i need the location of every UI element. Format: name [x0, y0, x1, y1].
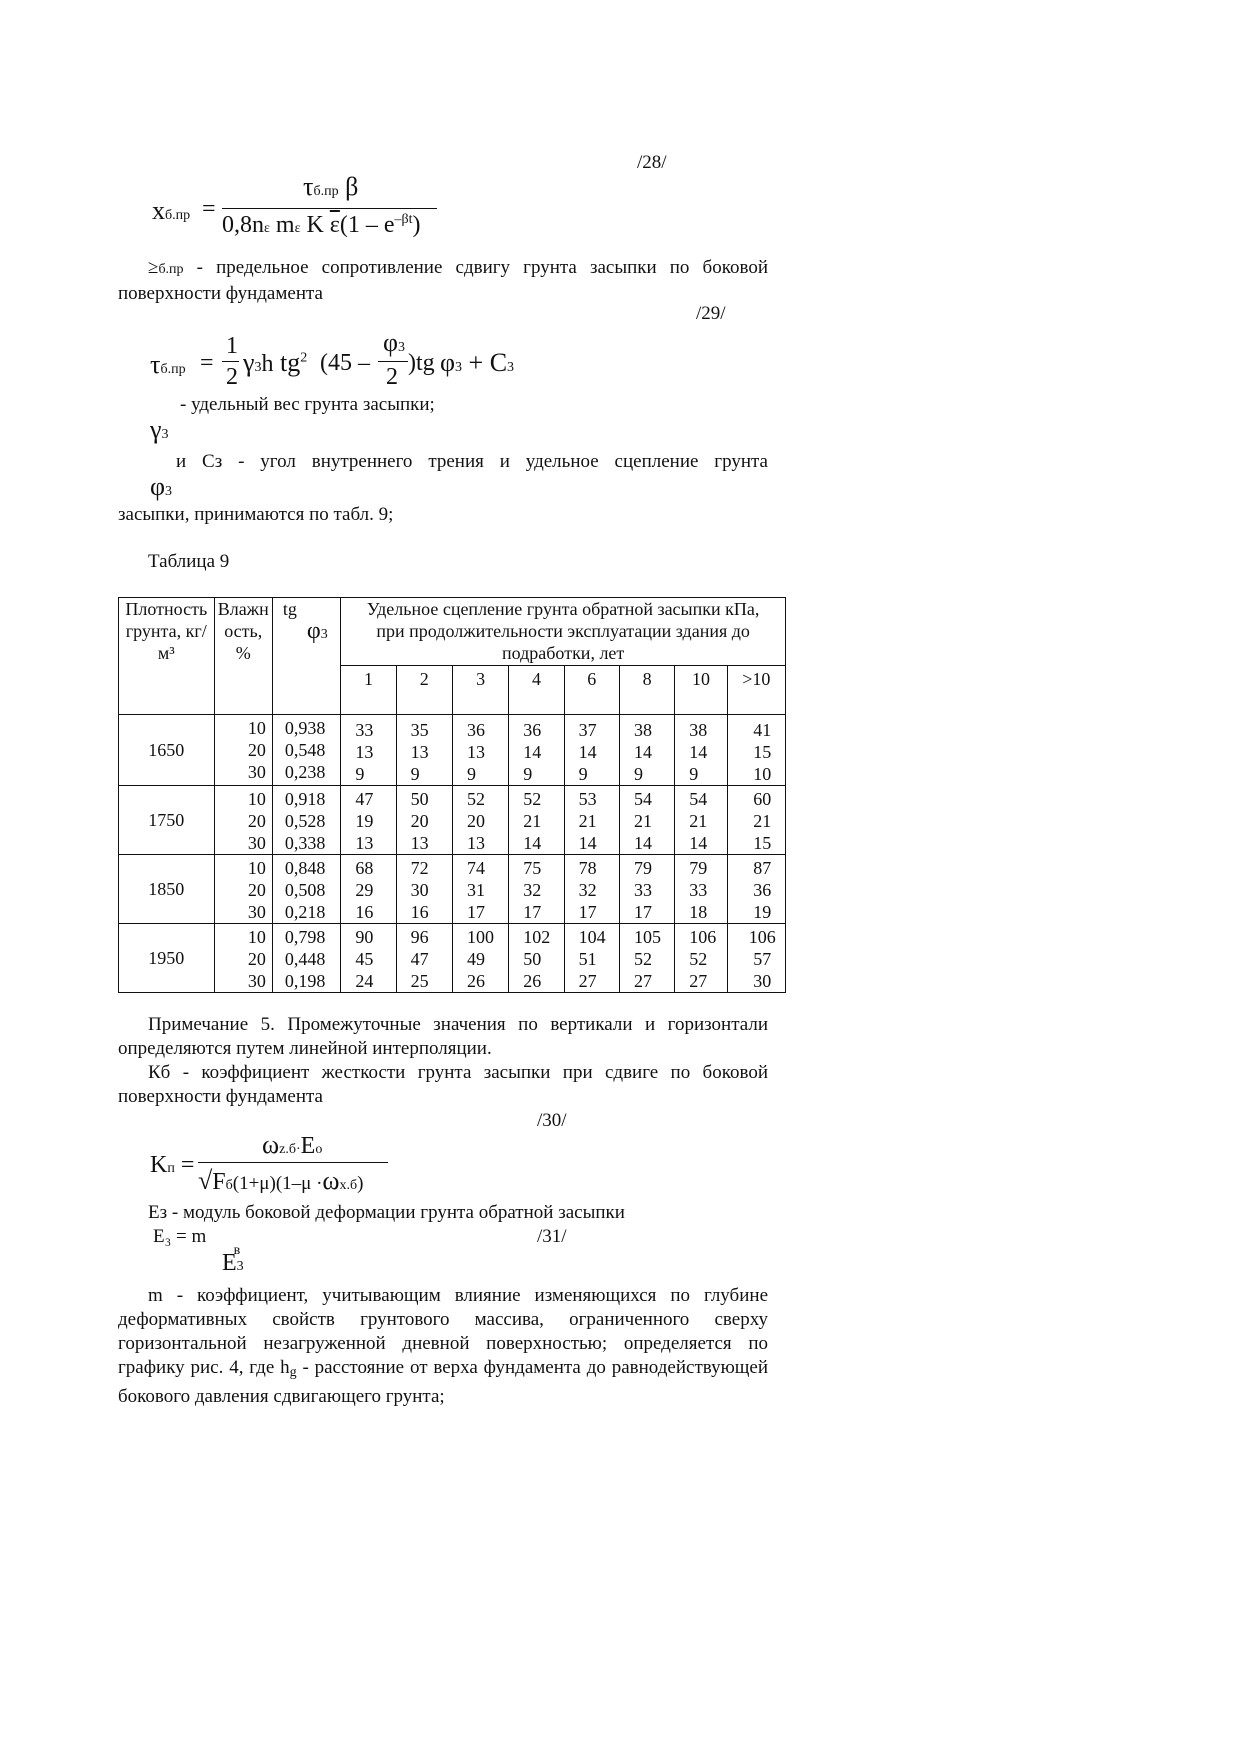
cell-value: 10 [247, 718, 266, 738]
eq29-paren-open: (45 – [320, 350, 370, 376]
cell-value: 0,848 [284, 858, 326, 878]
cell-value: 16 [410, 902, 429, 922]
cell-value: 24 [355, 971, 374, 991]
cell-value: 47 [355, 789, 374, 809]
cell-value: 36 [753, 880, 772, 900]
eq30-number: /30/ [537, 1110, 567, 1131]
cell-value: 105 [633, 927, 661, 947]
moisture-cell [214, 855, 272, 924]
cell-value: 30 [247, 833, 266, 853]
cell-value: 68 [355, 858, 374, 878]
eq29-eq: = [200, 350, 214, 376]
cell-value: 14 [578, 742, 597, 762]
cohesion-cell [675, 715, 727, 786]
cell-value: 30 [410, 880, 429, 900]
cohesion-cell [341, 715, 396, 786]
cell-value: 9 [410, 764, 420, 784]
eq29-half-num: 1 [226, 333, 238, 359]
cell-value: 21 [753, 811, 772, 831]
cohesion-cell [727, 855, 785, 924]
cohesion-cell [727, 924, 785, 993]
cell-value: 9 [633, 764, 643, 784]
note-5: Примечание 5. Промежуточные значения по вертикали и горизонтали определяются путем линейной интерполяции. [118, 1014, 768, 1059]
year-header: 8 [619, 666, 674, 715]
cell-value: 9 [523, 764, 533, 784]
cohesion-cell [564, 786, 619, 855]
cell-value: 14 [689, 742, 708, 762]
cell-value: 9 [689, 764, 699, 784]
eq28-eq: = [202, 196, 216, 222]
eq30-denominator: √Fб(1+μ)(1–μ ·ωx.б) [198, 1166, 364, 1195]
cohesion-cell [564, 715, 619, 786]
cell-value: 57 [753, 949, 772, 969]
table-row [119, 786, 786, 855]
cell-value: 21 [578, 811, 597, 831]
eq28-number: /28/ [637, 152, 667, 173]
cell-value: 10 [247, 858, 266, 878]
cell-value: 0,448 [284, 949, 326, 969]
year-header: 10 [675, 666, 727, 715]
cell-value: 32 [523, 880, 542, 900]
tg-cell [272, 715, 340, 786]
cohesion-cell [619, 924, 674, 993]
cohesion-cell [452, 715, 508, 786]
cell-value: 14 [523, 833, 542, 853]
cell-value: 50 [523, 949, 542, 969]
eq29-half-bar [222, 361, 239, 362]
cell-value: 29 [355, 880, 374, 900]
cohesion-cell [396, 855, 452, 924]
cohesion-cell [509, 924, 564, 993]
cell-value: 17 [466, 902, 485, 922]
cell-value: 38 [633, 720, 652, 740]
eq28-lhs: xб.пр [152, 196, 191, 225]
cell-value: 13 [466, 742, 485, 762]
tg-cell [272, 924, 340, 993]
cell-value: 15 [753, 833, 772, 853]
table-row [119, 855, 786, 924]
eq31-lhs: E₃ = m [153, 1226, 207, 1247]
gamma-symbol: γ3 [150, 415, 169, 444]
header-moisture: Влажность, % [214, 598, 272, 715]
cohesion-cell [619, 786, 674, 855]
cohesion-cell [341, 855, 396, 924]
cell-value: 17 [523, 902, 542, 922]
cell-value: 78 [578, 858, 597, 878]
year-header: 6 [564, 666, 619, 715]
cell-value: 53 [578, 789, 597, 809]
cell-value: 33 [355, 720, 374, 740]
eq29-lhs: τб.пр [150, 350, 186, 379]
eq31-number: /31/ [537, 1226, 567, 1247]
cohesion-cell [452, 786, 508, 855]
cell-value: 106 [689, 927, 717, 947]
cell-value: 9 [355, 764, 365, 784]
header-phi: φ3 [306, 618, 328, 644]
cohesion-cell [675, 786, 727, 855]
cell-value: 45 [355, 949, 374, 969]
phi-symbol: φ3 [150, 472, 173, 501]
header-tg: tg [282, 599, 297, 619]
cell-value: 74 [466, 858, 485, 878]
cell-value: 13 [355, 742, 374, 762]
cell-value: 10 [247, 789, 266, 809]
cell-value: 106 [748, 927, 776, 947]
cell-value: 100 [466, 927, 494, 947]
cell-value: 72 [410, 858, 429, 878]
eq29-phi-term: φ3 + C3 [440, 348, 515, 377]
cell-value: 17 [633, 902, 652, 922]
cohesion-cell [341, 924, 396, 993]
cell-value: 9 [578, 764, 588, 784]
cohesion-cell [509, 855, 564, 924]
eq30-fraction-bar [198, 1162, 388, 1163]
table-caption: Таблица 9 [148, 551, 230, 572]
year-header: >10 [727, 666, 785, 715]
cell-value: 20 [247, 740, 266, 760]
cell-value: 52 [689, 949, 708, 969]
cell-value: 79 [633, 858, 652, 878]
eq28-fraction-bar [222, 208, 437, 209]
m-definition: m - коэффициент, учитывающим влияние изменяющихся по глубине деформативных свойств грунтового массива, ограниченного сверху горизонтальной незагруженной дневной поверхностью; определяется по графику рис. 4, где hg - расстояние от верха фундамента до равнодействующей бокового давления сдвигающего грунта; [118, 1285, 768, 1407]
cell-value: 25 [410, 971, 429, 991]
cell-value: 37 [578, 720, 597, 740]
cell-value: 30 [753, 971, 772, 991]
cell-value: 21 [633, 811, 652, 831]
year-header: 3 [452, 666, 508, 715]
cell-value: 14 [523, 742, 542, 762]
e3-definition: Eз - модуль боковой деформации грунта обратной засыпки [148, 1202, 625, 1223]
cell-value: 104 [578, 927, 606, 947]
cell-value: 0,548 [284, 740, 326, 760]
cohesion-cell [452, 924, 508, 993]
table-row [119, 715, 786, 786]
tg-cell [272, 855, 340, 924]
cohesion-cell [727, 786, 785, 855]
cell-value: 27 [689, 971, 708, 991]
cell-value: 52 [466, 789, 485, 809]
table-row [119, 924, 786, 993]
eq29-paren-close: )tg [408, 350, 435, 376]
eq29-half-den: 2 [226, 364, 238, 390]
cell-value: 60 [753, 789, 772, 809]
moisture-cell [214, 715, 272, 786]
cell-value: 13 [410, 742, 429, 762]
moisture-cell [214, 786, 272, 855]
cell-value: 0,198 [284, 971, 326, 991]
cell-value: 32 [578, 880, 597, 900]
eq29-phi-bar [378, 361, 408, 362]
cohesion-cell [675, 855, 727, 924]
cell-value: 38 [689, 720, 708, 740]
cell-value: 33 [689, 880, 708, 900]
density-cell: 1950 [119, 924, 215, 993]
cell-value: 13 [410, 833, 429, 853]
cell-value: 9 [466, 764, 476, 784]
cohesion-cell [341, 786, 396, 855]
cohesion-cell [675, 924, 727, 993]
cohesion-cell [396, 786, 452, 855]
cell-value: 31 [466, 880, 485, 900]
eq29-gamma-term: γ3h $tg^2$ [243, 348, 308, 377]
cell-value: 54 [633, 789, 652, 809]
cohesion-cell [396, 715, 452, 786]
cell-value: 49 [466, 949, 485, 969]
cell-value: 19 [355, 811, 374, 831]
cell-value: 30 [247, 762, 266, 782]
cell-value: 30 [247, 971, 266, 991]
cell-value: 102 [523, 927, 551, 947]
tg-cell [272, 786, 340, 855]
cell-value: 16 [355, 902, 374, 922]
cell-value: 90 [355, 927, 374, 947]
cell-value: 0,918 [284, 789, 326, 809]
cell-value: 27 [578, 971, 597, 991]
cell-value: 14 [578, 833, 597, 853]
eq29-number: /29/ [696, 303, 726, 324]
cell-value: 10 [753, 764, 772, 784]
cell-value: 26 [523, 971, 542, 991]
cell-value: 75 [523, 858, 542, 878]
cell-value: 30 [247, 902, 266, 922]
cohesion-cell [727, 715, 785, 786]
density-cell: 1650 [119, 715, 215, 786]
cell-value: 50 [410, 789, 429, 809]
cell-value: 35 [410, 720, 429, 740]
cell-value: 36 [466, 720, 485, 740]
cell-value: 33 [633, 880, 652, 900]
cell-value: 20 [247, 811, 266, 831]
cell-value: 15 [753, 742, 772, 762]
cell-value: 0,218 [284, 902, 326, 922]
year-header: 4 [509, 666, 564, 715]
cell-value: 27 [633, 971, 652, 991]
cell-value: 20 [247, 949, 266, 969]
cell-value: 0,338 [284, 833, 326, 853]
cell-value: 0,508 [284, 880, 326, 900]
cell-value: 14 [689, 833, 708, 853]
cell-value: 96 [410, 927, 429, 947]
cell-value: 52 [523, 789, 542, 809]
header-tg-phi [272, 598, 340, 715]
density-cell: 1850 [119, 855, 215, 924]
cohesion-cell [452, 855, 508, 924]
cell-value: 18 [689, 902, 708, 922]
cohesion-cell [564, 855, 619, 924]
cohesion-cell [509, 715, 564, 786]
eq28-numerator: τб.пр β [303, 172, 359, 201]
cell-value: 17 [578, 902, 597, 922]
cell-value: 13 [355, 833, 374, 853]
cell-value: 21 [523, 811, 542, 831]
eq31-e3: $E3^в$ [222, 1243, 244, 1276]
table-9 [118, 597, 786, 993]
cell-value: 10 [247, 927, 266, 947]
cohesion-cell [509, 786, 564, 855]
cohesion-cell [619, 715, 674, 786]
cell-value: 47 [410, 949, 429, 969]
cell-value: 87 [753, 858, 772, 878]
eq29-phi-num: φ3 [383, 328, 406, 357]
tau-definition: ≥б.пр - предельное сопротивление сдвигу грунта засыпки по боковой поверхности фундамента [118, 257, 768, 304]
year-header: 2 [396, 666, 452, 715]
cohesion-cell [396, 924, 452, 993]
header-group: Удельное сцепление грунта обратной засыпки кПа, при продолжительности эксплуатации здания до подработки, лет [341, 598, 786, 666]
cell-value: 36 [523, 720, 542, 740]
table-header-row [119, 598, 786, 666]
eq29-phi-den: 2 [386, 364, 398, 390]
eq28-denominator: 0,8nε mε K $\overline{\varepsilon}(1 - e^{-\beta t})$ [222, 212, 421, 238]
moisture-cell [214, 924, 272, 993]
header-density: Плотность грунта, кг/м³ [119, 598, 215, 715]
cell-value: 21 [689, 811, 708, 831]
cell-value: 20 [410, 811, 429, 831]
gamma-definition: - удельный вес грунта засыпки; [180, 394, 435, 415]
eq30-numerator: ωz.б·Eo [262, 1130, 323, 1159]
year-header: 1 [341, 666, 396, 715]
cell-value: 79 [689, 858, 708, 878]
cell-value: 52 [633, 949, 652, 969]
cell-value: 20 [247, 880, 266, 900]
cell-value: 19 [753, 902, 772, 922]
cell-value: 0,798 [284, 927, 326, 947]
phi-definition: и Cз - угол внутреннего трения и удельное сцепление грунта [176, 451, 768, 472]
density-cell: 1750 [119, 786, 215, 855]
cohesion-cell [564, 924, 619, 993]
cell-value: 26 [466, 971, 485, 991]
cell-value: 0,528 [284, 811, 326, 831]
cell-value: 41 [753, 720, 772, 740]
kb-definition: Кб - коэффициент жесткости грунта засыпки при сдвиге по боковой поверхности фундамента [118, 1062, 768, 1107]
cell-value: 54 [689, 789, 708, 809]
phi-definition-cont: засыпки, принимаются по табл. 9; [118, 504, 394, 525]
cell-value: 14 [633, 742, 652, 762]
cohesion-cell [619, 855, 674, 924]
cell-value: 0,938 [284, 718, 326, 738]
eq30-lhs: Kп = [150, 1152, 195, 1178]
cell-value: 0,238 [284, 762, 326, 782]
cell-value: 13 [466, 833, 485, 853]
cell-value: 20 [466, 811, 485, 831]
cell-value: 51 [578, 949, 597, 969]
cell-value: 14 [633, 833, 652, 853]
